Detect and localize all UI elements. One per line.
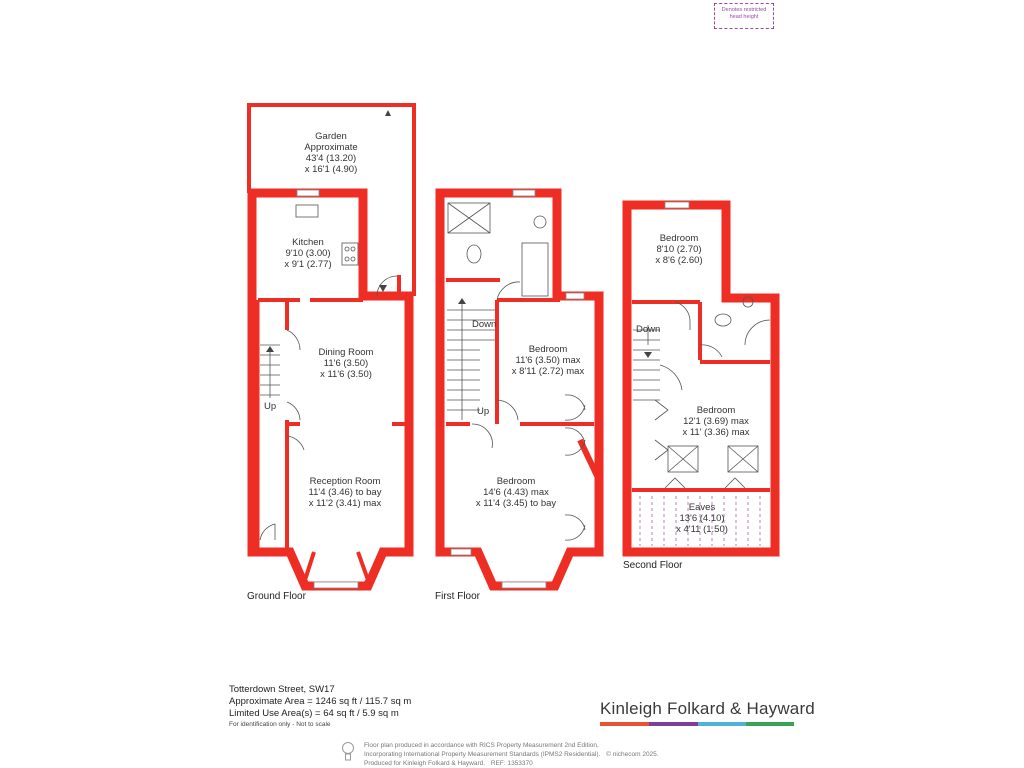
brand-bar-blue [698, 722, 746, 726]
entry-arrow-icon [379, 285, 387, 292]
window-icon [451, 549, 471, 555]
garden-label: Garden Approximate 43'4 (13.20) x 16'1 (4.90) [304, 131, 358, 175]
first-floor-main-bedroom-label: Bedroom 14'6 (4.43) max x 11'4 (3.45) to bay [475, 476, 557, 509]
copyright: © nichecom 2025. [606, 751, 659, 758]
ground-stairs-icon [260, 345, 280, 398]
window-icon [297, 190, 319, 196]
footnote-line-1: Floor plan produced in accordance with RICS Property Measurement 2nd Edition, [364, 742, 599, 749]
door-swing-icon [472, 424, 492, 448]
door-swing-icon [260, 524, 275, 540]
toilet-icon [467, 245, 481, 263]
door-swing-icon [287, 402, 300, 420]
footnote [364, 741, 659, 768]
toilet-icon [715, 314, 731, 326]
footnote-line-2: Incorporating International Property Measurement Standards (IPMS2 Residential). © nichecom 2025. [364, 751, 659, 758]
basin-icon [534, 216, 546, 228]
stairs-up-label: Up [264, 401, 277, 412]
restricted-head-height-legend: Denotes restricted head height [714, 3, 774, 29]
stairs-down-label: Down [636, 324, 661, 335]
first-floor-walls [440, 193, 599, 586]
kitchen-sink-icon [296, 205, 318, 217]
window-icon [665, 202, 689, 208]
up-arrow-icon [458, 298, 466, 304]
door-swing-icon [655, 440, 668, 460]
first-floor-label: First Floor [435, 591, 480, 602]
footnote-line-3: Produced for Kinleigh Folkard & Hayward. REF: 1353370 [364, 760, 533, 767]
door-swing-icon [675, 302, 690, 330]
kitchen-label: Kitchen 9'10 (3.00) x 9'1 (2.77) [284, 237, 332, 270]
agency-logo-text: Kinleigh Folkard & Hayward [600, 699, 815, 718]
window-icon [513, 190, 535, 196]
shower-icon [745, 320, 770, 345]
second-floor-main-bedroom-label: Bedroom 12'1 (3.69) max x 11' (3.36) max [682, 405, 750, 438]
second-floor-stairs-icon [633, 325, 660, 400]
window-icon [502, 582, 546, 588]
first-floor-bedroom-label: Bedroom 11'6 (3.50) max x 8'11 (2.72) max [511, 344, 585, 377]
door-swing-icon [660, 365, 682, 390]
garden-arrow-icon [385, 110, 391, 116]
dining-room-label: Dining Room 11'6 (3.50) x 11'6 (3.50) [318, 347, 374, 380]
up-arrow-icon [266, 346, 274, 352]
door-swing-icon [287, 436, 304, 450]
door-swing-icon [565, 515, 585, 540]
window-icon [566, 293, 584, 299]
brand-bar-purple [649, 722, 698, 726]
identification-note: For identification only - Not to scale [229, 721, 331, 728]
property-address: Totterdown Street, SW17 [229, 684, 335, 695]
door-swing-icon [497, 400, 518, 420]
stairs-up-label: Up [477, 406, 490, 417]
door-swing-icon [497, 282, 520, 300]
brand-bar-green [746, 722, 794, 726]
down-arrow-icon [644, 352, 652, 358]
second-floor-bedroom-label: Bedroom 8'10 (2.70) x 8'6 (2.60) [655, 233, 703, 266]
approximate-area: Approximate Area = 1246 sq ft / 115.7 sq m [229, 696, 412, 707]
door-swing-icon [665, 478, 745, 488]
info-bulb-icon [341, 741, 355, 763]
limited-use-area: Limited Use Area(s) = 64 sq ft / 5.9 sq m [229, 708, 399, 719]
reception-room-label: Reception Room 11'4 (3.46) to bay x 11'2 (3.41) max [308, 476, 382, 509]
door-swing-icon [565, 395, 585, 420]
first-floor-stairs-icon [447, 300, 495, 420]
ground-floor-label: Ground Floor [247, 591, 306, 602]
hob-icon [342, 243, 358, 265]
second-floor-label: Second Floor [623, 560, 683, 571]
reference: REF: 1353370 [490, 760, 533, 767]
bath-icon [522, 243, 548, 296]
eaves-label: Eaves 13'6 (4.10) x 4'11 (1.50) [676, 502, 728, 535]
window-icon [314, 582, 358, 588]
door-swing-icon [700, 345, 722, 357]
brand-bar-orange [600, 722, 649, 726]
door-swing-icon [655, 400, 668, 420]
door-swing-icon [287, 330, 300, 350]
stairs-down-label: Down [472, 319, 497, 330]
